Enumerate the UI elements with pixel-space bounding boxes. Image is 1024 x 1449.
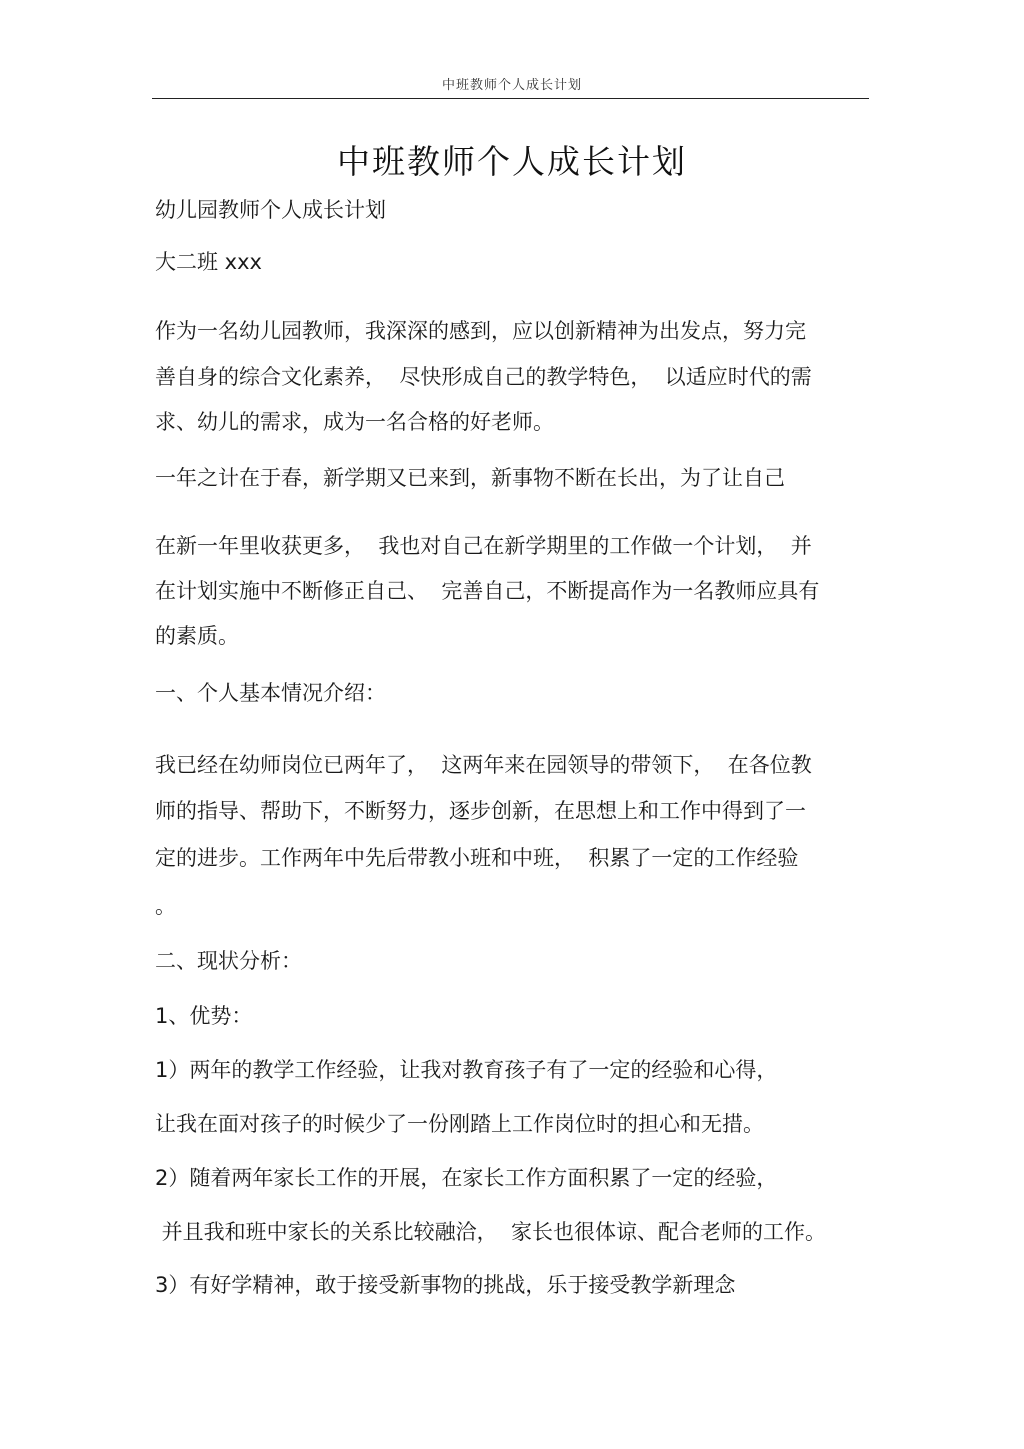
paragraph-line: 作为一名幼儿园教师，我深深的感到，应以创新精神为出发点，努力完	[155, 319, 806, 343]
section-heading: 一、个人基本情况介绍：	[155, 681, 386, 705]
list-item: 1）两年的教学工作经验，让我对教育孩子有了一定的经验和心得，	[155, 1058, 778, 1082]
paragraph-line: 善自身的综合文化素养， 尽快形成自己的教学特色， 以适应时代的需	[155, 365, 812, 389]
document-subtitle: 幼儿园教师个人成长计划	[155, 198, 386, 222]
running-header: 中班教师个人成长计划	[441, 78, 582, 93]
header-divider	[152, 98, 869, 99]
paragraph-line: 在新一年里收获更多， 我也对自己在新学期里的工作做一个计划， 并	[155, 534, 812, 558]
paragraph-line: 我已经在幼师岗位已两年了， 这两年来在园领导的带领下， 在各位教	[155, 753, 812, 777]
list-item: 3）有好学精神，敢于接受新事物的挑战，乐于接受教学新理念	[155, 1273, 736, 1297]
list-item: 2）随着两年家长工作的开展，在家长工作方面积累了一定的经验，	[155, 1166, 778, 1190]
paragraph-line: 。	[155, 894, 176, 918]
paragraph-line: 师的指导、帮助下，不断努力，逐步创新，在思想上和工作中得到了一	[155, 799, 806, 823]
document-title: 中班教师个人成长计划	[337, 142, 687, 181]
author-line: 大二班 xxx	[155, 250, 262, 274]
paragraph-line: 定的进步。工作两年中先后带教小班和中班， 积累了一定的工作经验	[155, 846, 799, 870]
paragraph-line: 在计划实施中不断修正自己、 完善自己，不断提高作为一名教师应具有	[155, 579, 820, 603]
list-item-continuation: 并且我和班中家长的关系比较融洽， 家长也很体谅、配合老师的工作。	[155, 1220, 827, 1244]
paragraph-line: 一年之计在于春，新学期又已来到，新事物不断在长出，为了让自己	[155, 466, 785, 490]
paragraph-line: 的素质。	[155, 624, 239, 648]
paragraph-line: 求、幼儿的需求，成为一名合格的好老师。	[155, 410, 554, 434]
list-heading: 1、优势：	[155, 1004, 253, 1028]
list-item-continuation: 让我在面对孩子的时候少了一份刚踏上工作岗位时的担心和无措。	[155, 1112, 764, 1136]
section-heading: 二、现状分析：	[155, 949, 302, 973]
